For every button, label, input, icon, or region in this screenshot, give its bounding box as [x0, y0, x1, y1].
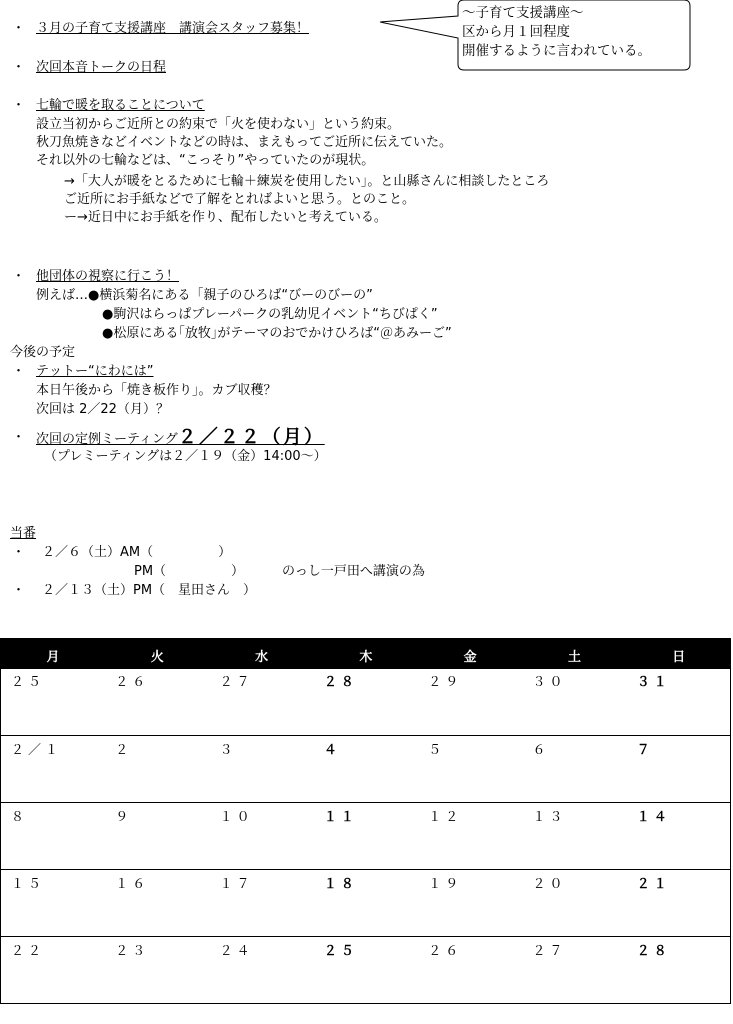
- callout-text: [462, 4, 651, 61]
- bullet: ・: [12, 545, 26, 560]
- body-line: 設立当初からご近所との約束で「火を使わない」という約束。: [36, 117, 401, 132]
- shichirin-sub: [64, 173, 549, 227]
- calendar-day-cell: ３０: [532, 675, 567, 690]
- day-of-week-header: 日: [672, 650, 686, 665]
- calendar-day-cell: ３: [219, 743, 237, 758]
- calendar-day-cell: ２２: [11, 944, 46, 959]
- duty-heading: 当番: [10, 526, 37, 541]
- next-meeting-date: ２／２２（月）: [177, 426, 325, 448]
- day-of-week-header: 月: [46, 650, 60, 665]
- day-of-week-header: 金: [463, 650, 477, 665]
- body-line: それ以外の七輪などは、“こっそり”やっていたのが現状。: [36, 153, 375, 168]
- calendar-day-cell: １８: [323, 877, 358, 892]
- calendar-week-row: [1, 735, 730, 802]
- calendar-day-cell: ２４: [219, 944, 254, 959]
- agenda-item-staff-recruit: ３月の子育て支援講座 講演会スタッフ募集！: [36, 21, 310, 36]
- calendar-day-cell: ２６: [115, 675, 150, 690]
- calendar-day-cell: ２７: [219, 675, 254, 690]
- calendar-day-cell: ２９: [428, 675, 463, 690]
- day-of-week-header: 木: [359, 650, 373, 665]
- callout-line: 開催するように言われている。: [462, 43, 651, 59]
- calendar-week-row: [1, 802, 730, 869]
- calendar-day-cell: ２５: [11, 675, 46, 690]
- pre-meeting-note: （プレミーティングは２／１９（金）14:00〜）: [44, 449, 327, 464]
- calendar-day-cell: ２０: [532, 877, 567, 892]
- duty-note: のっし一戸田へ講演の為: [282, 564, 425, 579]
- calendar-day-cell: １０: [219, 810, 254, 825]
- calendar-day-cell: ２: [115, 743, 133, 758]
- sub-line: ー→近日中にお手紙を作り、配布したいと考えている。: [64, 210, 387, 225]
- duty-line-feb6-am: ２／６（土）AM（ ）: [42, 545, 232, 560]
- calendar-day-cell: １２: [428, 810, 463, 825]
- day-of-week-header: 土: [567, 650, 581, 665]
- callout-line: 区から月１回程度: [462, 24, 570, 40]
- calendar-day-cell: １９: [428, 877, 463, 892]
- calendar-day-cell: ７: [636, 743, 654, 758]
- calendar-day-cell: １１: [323, 810, 358, 825]
- duty-line-feb6-pm: PM（ ）: [134, 564, 245, 579]
- bullet: ・: [12, 364, 26, 379]
- calendar-day-cell: ２１: [636, 877, 671, 892]
- visit-line: ●駒沢はらっぱプレーパークの乳幼児イベント“ちびぱく”: [102, 307, 438, 322]
- day-of-week-header: 火: [150, 650, 164, 665]
- bullet: ・: [12, 430, 26, 445]
- calendar-day-cell: １４: [636, 810, 671, 825]
- calendar-week-row: [1, 936, 730, 1003]
- calendar-week-row: [1, 869, 730, 936]
- calendar-day-cell: ５: [428, 743, 446, 758]
- calendar-day-cell: ４: [323, 743, 341, 758]
- calendar-day-cell: ８: [11, 810, 29, 825]
- sub-line: ご近所にお手紙などで了解をとればよいと思う。とのこと。: [64, 192, 416, 207]
- bullet: ・: [12, 269, 26, 284]
- calendar-day-cell: １７: [219, 877, 254, 892]
- body-line: 秋刀魚焼きなどイベントなどの時は、まえもってご近所に伝えていた。: [36, 135, 453, 150]
- agenda-item-shichirin: 七輪で暖を取ることについて: [36, 98, 205, 113]
- duty-line-feb13: ２／１３（土）PM（ 星田さん ）: [42, 583, 257, 598]
- calendar-day-cell: ６: [532, 743, 550, 758]
- calendar-day-cell: １３: [532, 810, 567, 825]
- calendar-day-cell: ２８: [636, 944, 671, 959]
- calendar-day-cell: ２８: [323, 675, 358, 690]
- calendar-day-cell: １６: [115, 877, 150, 892]
- bullet: ・: [12, 21, 26, 36]
- calendar-day-cell: ２／１: [11, 743, 63, 758]
- calendar-day-cell: ３１: [636, 675, 671, 690]
- bullet: ・: [12, 60, 26, 75]
- agenda-item-talk-schedule: 次回本音トークの日程: [36, 60, 167, 75]
- bullet: ・: [12, 583, 26, 598]
- calendar-day-cell: ２３: [115, 944, 150, 959]
- shichirin-body: [36, 116, 452, 170]
- calendar-week-row: [1, 668, 730, 735]
- agenda-item-visit: 他団体の視察に行こう！: [36, 269, 180, 284]
- tetto-line: 次回は 2／22（月）？: [36, 402, 169, 417]
- calendar-day-cell: ２７: [532, 944, 567, 959]
- calendar-day-cell: ９: [115, 810, 133, 825]
- visit-line: ●松原にある｢放牧｣がテーマのおでかけひろば“＠あみーご”: [102, 326, 452, 341]
- schedule-heading: 今後の予定: [10, 345, 76, 360]
- callout-line: 〜子育て支援講座〜: [462, 5, 584, 21]
- visit-line: 例えば…●横浜菊名にある「親子のひろば“びーのびーの”: [36, 288, 373, 303]
- sub-line: →「大人が暖をとるために七輪＋練炭を使用したい」。と山縣さんに相談したところ: [64, 174, 550, 189]
- bullet: ・: [12, 98, 26, 113]
- day-of-week-header: 水: [255, 650, 269, 665]
- schedule-item-tetto: テットー“にわには”: [36, 364, 154, 379]
- calendar-day-cell: １５: [11, 877, 46, 892]
- calendar-header: [1, 639, 730, 669]
- next-meeting-label: 次回の定例ミーティング: [36, 432, 178, 447]
- calendar: [0, 638, 731, 1004]
- tetto-line: 本日午後から「焼き板作り」。カブ収穫？: [36, 383, 277, 398]
- calendar-day-cell: ２６: [428, 944, 463, 959]
- calendar-day-cell: ２５: [323, 944, 358, 959]
